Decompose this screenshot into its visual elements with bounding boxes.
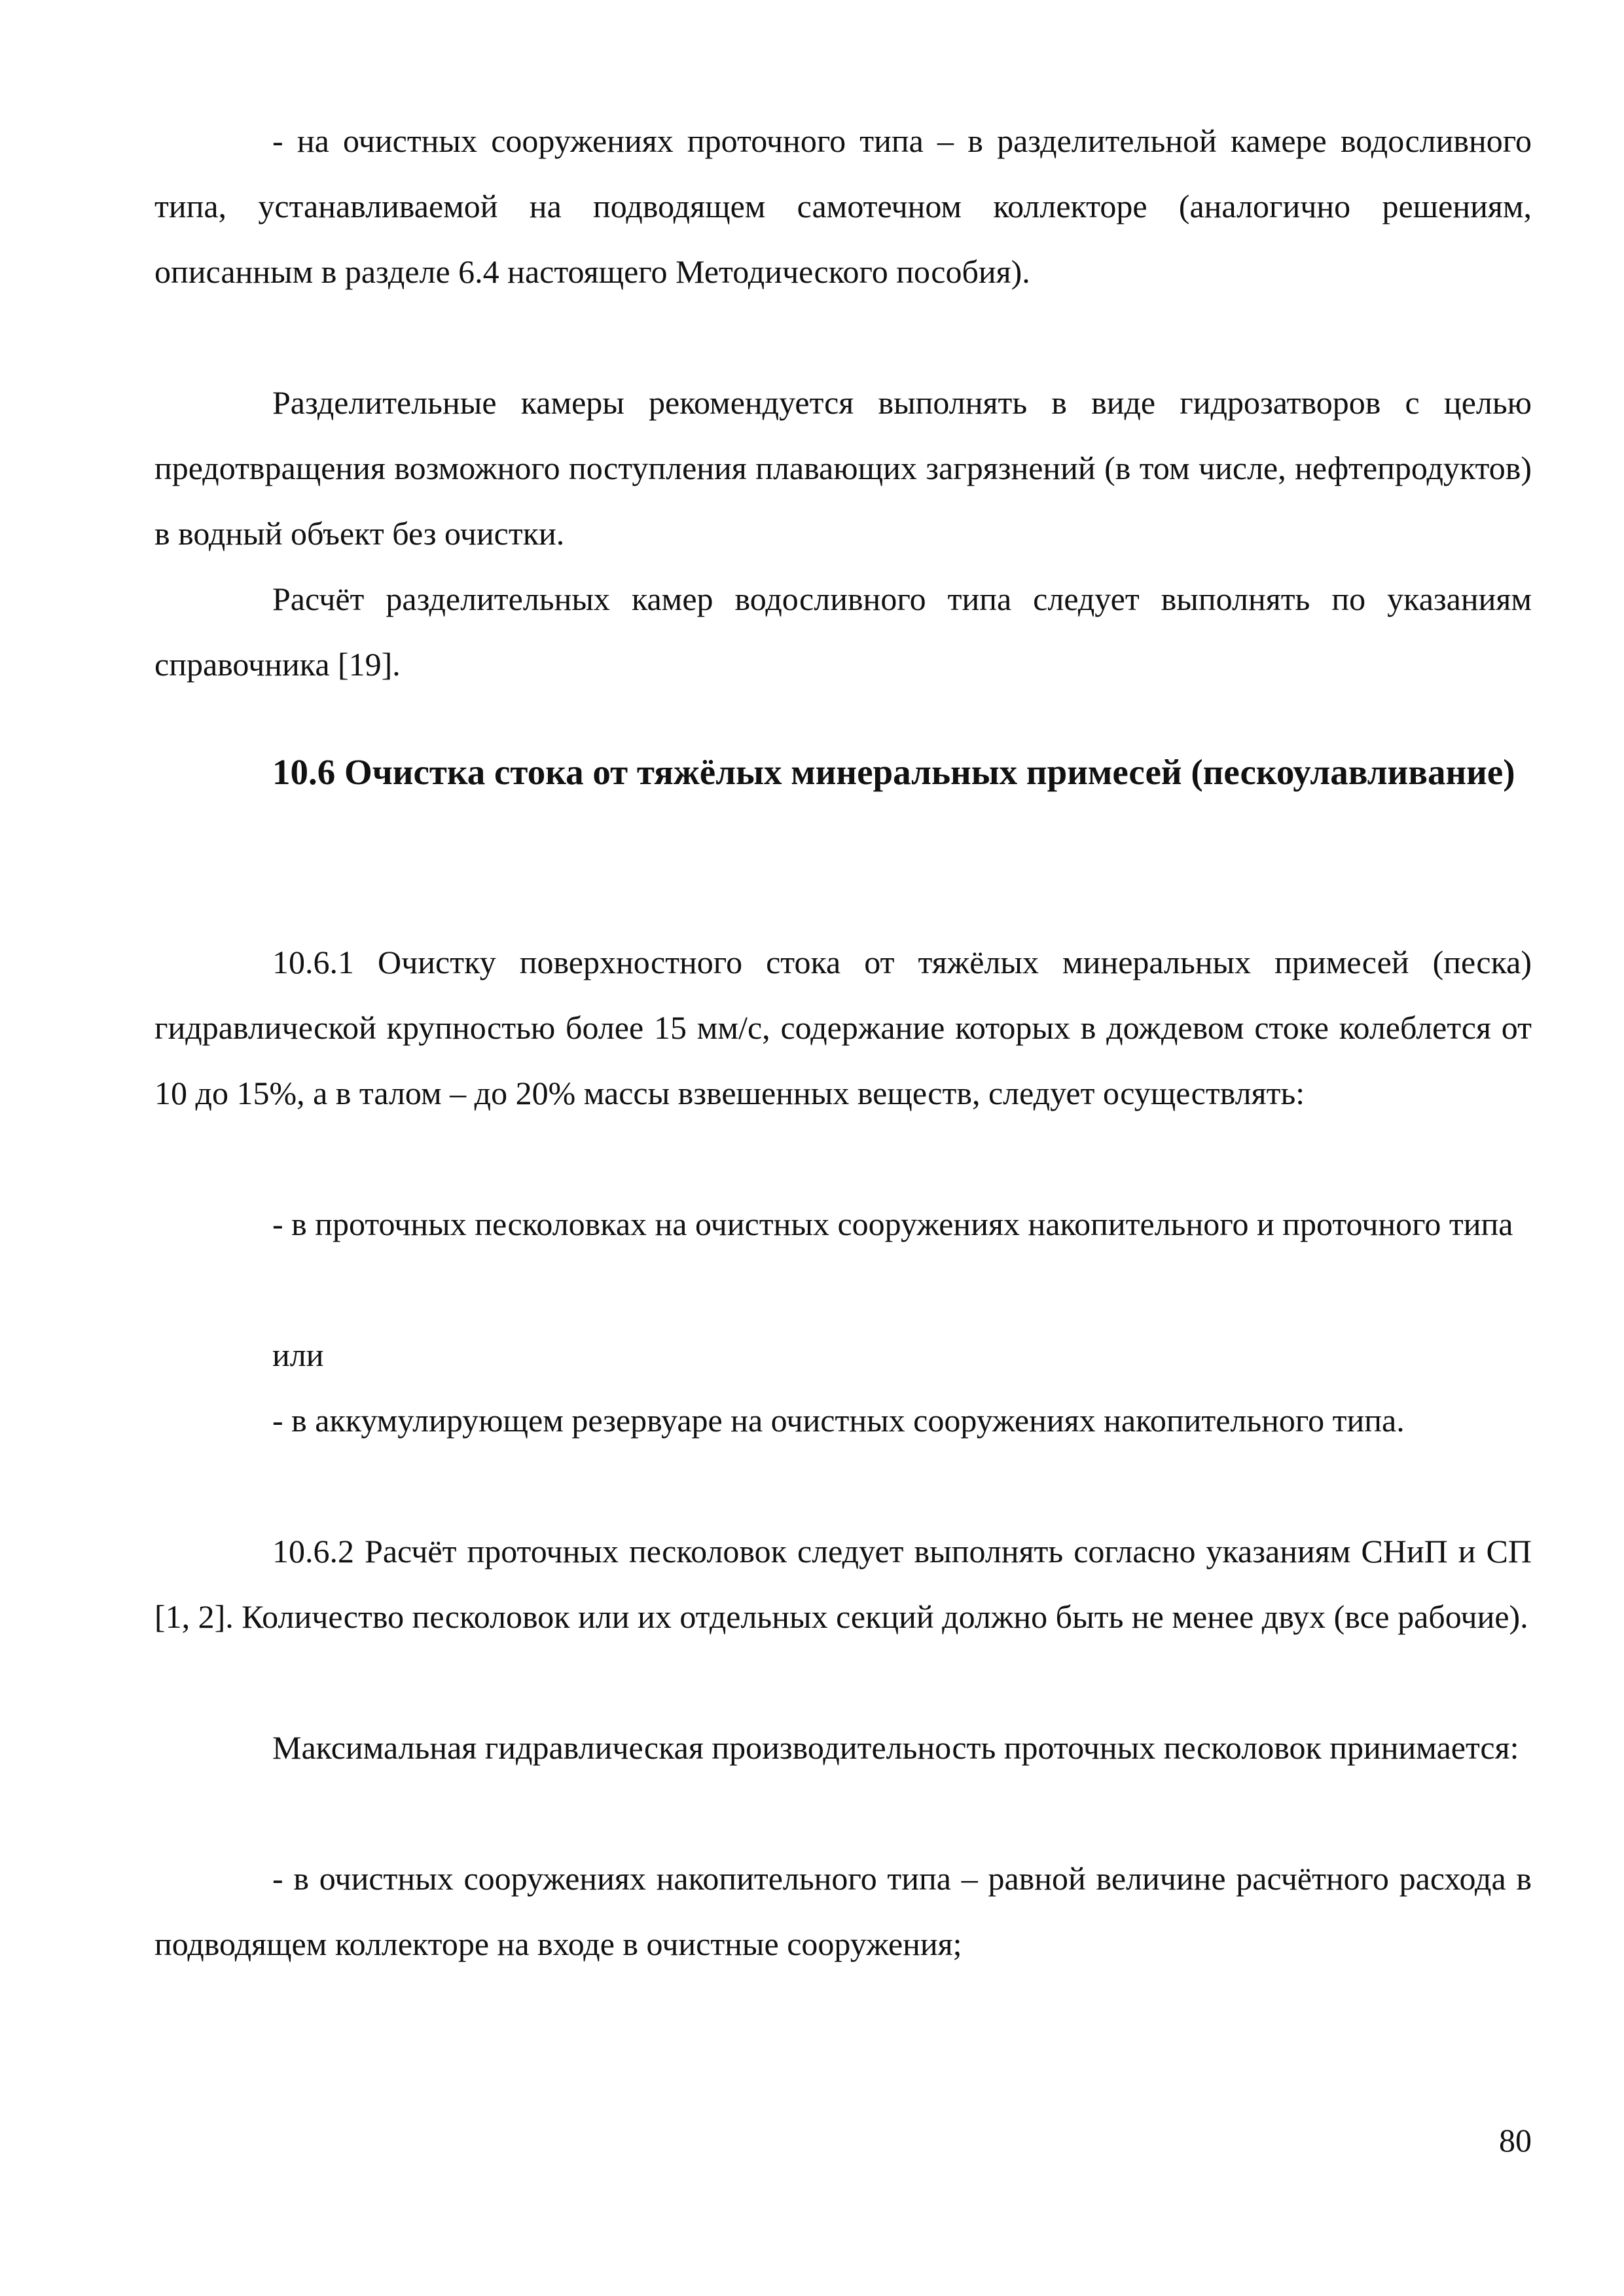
paragraph-10-6-2: 10.6.2 Расчёт проточных песколовок следует выполнять согласно указаниям СНиП и СП [1, 2]. Количество песколовок или их отдельных секций должно быть не менее двух (все рабочие). <box>154 1533 1532 1635</box>
paragraph-flow-type-separator: - на очистных сооружениях проточного типа – в разделительной камере водосливного типа, устанавливаемой на подводящем самотечном коллекторе (аналогично решениям, описанным в разделе 6.4 настоящего Методического пособия). <box>154 122 1532 290</box>
paragraph-storage-type: - в очистных сооружениях накопительного типа – равной величине расчётного расхода в подводящем коллекторе на входе в очистные сооружения; <box>154 1860 1532 1962</box>
paragraph-max-capacity: Максимальная гидравлическая производительность проточных песколовок принимается: <box>272 1729 1519 1766</box>
paragraph-accumulating-tank: - в аккумулирующем резервуаре на очистных сооружениях накопительного типа. <box>272 1402 1405 1439</box>
paragraph-separation-chambers: Разделительные камеры рекомендуется выполнять в виде гидрозатворов с целью предотвращения возможного поступления плавающих загрязнений (в том числе, нефтепродуктов) в водный объект без очистки. <box>154 384 1532 552</box>
section-heading-10-6: 10.6 Очистка стока от тяжёлых минеральных примесей (пескоулавливание) <box>272 752 1515 792</box>
paragraph-10-6-1: 10.6.1 Очистку поверхностного стока от тяжёлых минеральных примесей (песка) гидравлической крупностью более 15 мм/с, содержание которых в дождевом стоке колеблется от 10 до 15%, а в талом – до 20% массы взвешенных веществ, следует осуществлять: <box>154 944 1532 1111</box>
paragraph-flow-sand-traps: - в проточных песколовках на очистных сооружениях накопительного и проточного типа <box>272 1206 1513 1242</box>
paragraph-chamber-calculation: Расчёт разделительных камер водосливного типа следует выполнять по указаниям справочника [19]. <box>154 581 1532 683</box>
paragraph-or: или <box>272 1336 324 1373</box>
page-number: 80 <box>1499 2122 1532 2159</box>
